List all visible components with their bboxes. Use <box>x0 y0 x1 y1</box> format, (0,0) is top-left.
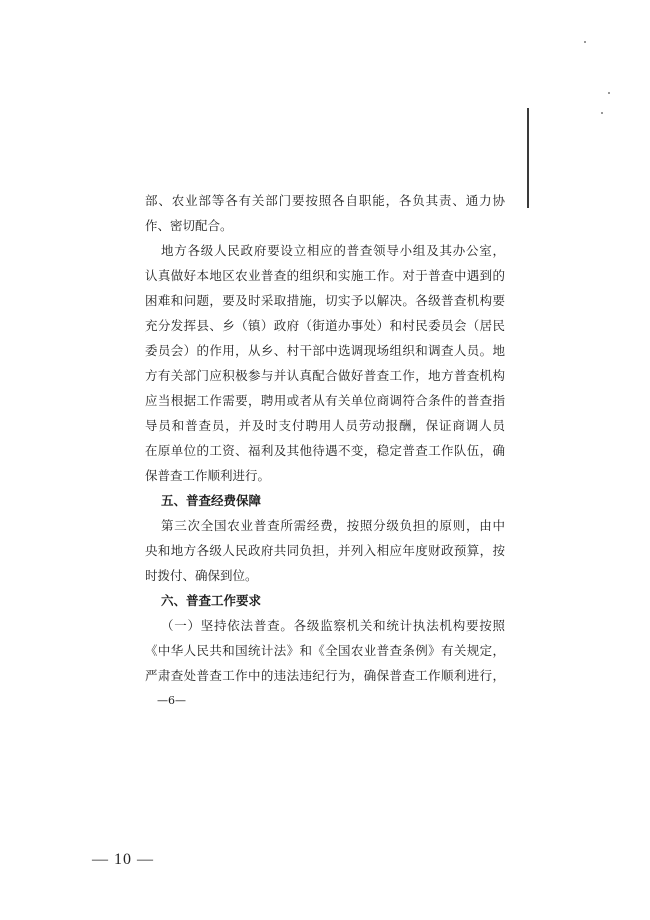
paragraph-first-line: 第三次全国农业普查所需经费，按照分级负担的原则，由中 <box>161 518 505 533</box>
text-line: 应当根据工作需要，聘用或者从有关单位商调符合条件的普查指 <box>145 393 505 408</box>
paragraph-first-line: 地方各级人民政府要设立相应的普查领导小组及其办公室， <box>161 243 505 258</box>
text-line: 困难和问题，要及时采取措施，切实予以解决。各级普查机构要 <box>145 293 505 308</box>
scan-speck <box>584 41 586 43</box>
section-heading-requirements: 六、普查工作要求 <box>161 593 262 608</box>
text-line: 作、密切配合。 <box>145 218 233 233</box>
text-line: 委员会）的作用，从乡、村干部中选调现场组织和调查人员。地 <box>145 343 505 358</box>
body-text <box>145 188 505 713</box>
text-line: 保普查工作顺利进行。 <box>145 468 271 483</box>
text-line: 方有关部门应积极参与并认真配合做好普查工作，地方普查机构 <box>145 368 505 383</box>
inner-page-number: —6— <box>157 694 186 707</box>
paragraph-first-line: （一）坚持依法普查。各级监察机关和统计执法机构要按照 <box>161 618 505 633</box>
page-number: — 10 — <box>92 851 154 868</box>
text-line: 央和地方各级人民政府共同负担，并列入相应年度财政预算，按 <box>145 543 505 558</box>
text-line: 《中华人民共和国统计法》和《全国农业普查条例》有关规定， <box>145 643 505 658</box>
section-heading-funding: 五、普查经费保障 <box>161 493 262 508</box>
scan-speck <box>601 112 603 114</box>
text-line: 部、农业部等各有关部门要按照各自职能，各负其责、通力协 <box>145 193 505 208</box>
text-line: 在原单位的工资、福利及其他待遇不变，稳定普查工作队伍，确 <box>145 443 505 458</box>
text-line: 充分发挥县、乡（镇）政府（街道办事处）和村民委员会（居民 <box>145 318 505 333</box>
scan-speck <box>608 92 610 94</box>
scan-artifact-line <box>527 108 529 208</box>
text-line: 时拨付、确保到位。 <box>145 568 258 583</box>
text-line: 导员和普查员，并及时支付聘用人员劳动报酬，保证商调人员 <box>145 418 505 433</box>
text-line: 认真做好本地区农业普查的组织和实施工作。对于普查中遇到的 <box>145 268 505 283</box>
text-line: 严肃查处普查工作中的违法违纪行为，确保普查工作顺利进行， <box>145 668 505 683</box>
